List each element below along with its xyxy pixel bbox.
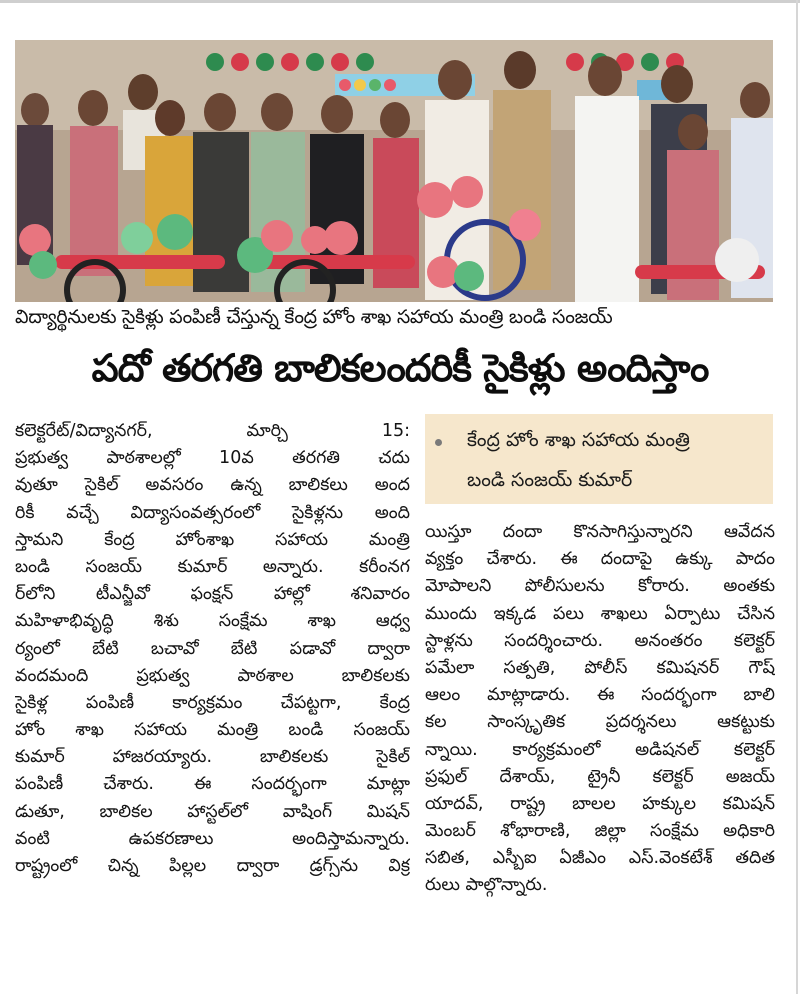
top-rule	[0, 0, 800, 3]
text-line: యాదవ్, రాష్ట్ర బాలల హక్కుల కమిషన్	[425, 793, 775, 814]
text-line: యిస్తూ దందా కొనసాగిస్తున్నారని ఆవేదన	[425, 522, 775, 542]
article-column-right	[425, 519, 775, 900]
text-line: ప్రభుత్వ పాఠశాలల్లో 10వ తరగతి చదు	[15, 448, 410, 469]
text-line: వందమంది ప్రభుత్వ పాఠశాల బాలికలకు	[15, 665, 410, 686]
news-photo	[15, 40, 773, 302]
text-line: బండి సంజయ్ కుమార్ అన్నారు. కరీంనగ	[15, 556, 410, 577]
column-rule	[796, 0, 798, 994]
text-line: ప్రఫుల్ దేశాయ్, ట్రైనీ కలెక్టర్ అజయ్	[425, 766, 775, 787]
text-line: సబిత, ఎస్బీఐ ఏజీఎం ఎస్.వెంకటేశ్ తదిత	[425, 848, 775, 869]
text-line: హోం శాఖ సహాయ మంత్రి బండి సంజయ్	[15, 720, 410, 741]
text-line: వుతూ సైకిల్ అవసరం ఉన్న బాలికలు అంద	[15, 475, 410, 496]
text-line: పమేలా సత్పతి, పోలీస్ కమిషనర్ గౌష్	[425, 657, 775, 678]
text-line: రులు పాల్గొన్నారు.	[425, 875, 548, 896]
text-line: మహిళాభివృద్ధి శిశు సంక్షేమ శాఖ ఆధ్వ	[15, 611, 410, 632]
text-line: ర్యంలో బేటి బచావో బేటి పడావో ద్వారా	[15, 638, 410, 659]
text-line: రాష్ట్రంలో చిన్న పిల్లల ద్వారా డ్రగ్స్‌ను విక్ర	[15, 856, 410, 876]
text-line: డుతూ, బాలికల హాస్టల్‌లో వాషింగ్ మిషన్	[15, 801, 410, 822]
highlight-line: బండి సంజయ్ కుమార్	[467, 469, 633, 491]
photo-caption: విద్యార్థినులకు సైకిళ్లు పంపిణీ చేస్తున్న కేంద్ర హోం శాఖ సహాయ మంత్రి బండి సంజయ్	[15, 306, 613, 328]
text-line: స్తామని కేంద్ర హోంశాఖ సహాయ మంత్రి	[15, 529, 410, 550]
text-line: పంపిణీ చేశారు. ఈ సందర్భంగా మాట్లా	[15, 774, 410, 795]
text-line: న్నాయి. కార్యక్రమంలో అడిషనల్ కలెక్టర్	[425, 739, 775, 760]
text-line: ఆలం మాట్లాడారు. ఈ సందర్భంగా బాలి	[425, 685, 775, 706]
highlight-line: కేంద్ర హోం శాఖ సహాయ మంత్రి	[467, 429, 690, 451]
text-line: మెంబర్ శోభారాణి, జిల్లా సంక్షేమ అధికారి	[425, 821, 775, 842]
text-line: స్టాళ్లను సందర్శించారు. అనంతరం కలెక్టర్	[425, 630, 775, 651]
text-line: కలెక్టరేట్/విద్యానగర్, మార్చి 15:	[15, 421, 410, 441]
text-line: వంటి ఉపకరణాలు అందిస్తామన్నారు.	[15, 828, 410, 849]
text-line: సైకిళ్ల పంపిణీ కార్యక్రమం చేపట్టగా, కేంద్ర	[15, 692, 410, 713]
text-line: ముందు ఇక్కడ పలు శాఖలు ఏర్పాటు చేసిన	[425, 603, 775, 624]
text-line: రికీ వచ్చే విద్యాసంవత్సరంలో సైకిళ్లను అంది	[15, 502, 410, 523]
headline: పదో తరగతి బాలికలందరికీ సైకిళ్లు అందిస్తాం	[91, 346, 709, 390]
article-column-left	[15, 418, 410, 880]
text-line: ర్‌లోని టీఎన్జీవో ఫంక్షన్ హాల్లో శనివారం	[15, 584, 410, 605]
text-line: కల సాంస్కృతిక ప్రదర్శనలు ఆకట్టుకు	[425, 712, 775, 733]
highlight-box	[425, 414, 773, 504]
text-line: వ్యక్తం చేశారు. ఈ దందాపై ఉక్కు పాదం	[425, 549, 775, 570]
news-photo-illustration	[15, 40, 773, 302]
text-line: మోపాలని పోలీసులను కోరారు. అంతకు	[425, 576, 775, 597]
text-line: కుమార్ హాజరయ్యారు. బాలికలకు సైకిల్	[15, 747, 410, 768]
bullet-icon	[435, 439, 442, 446]
